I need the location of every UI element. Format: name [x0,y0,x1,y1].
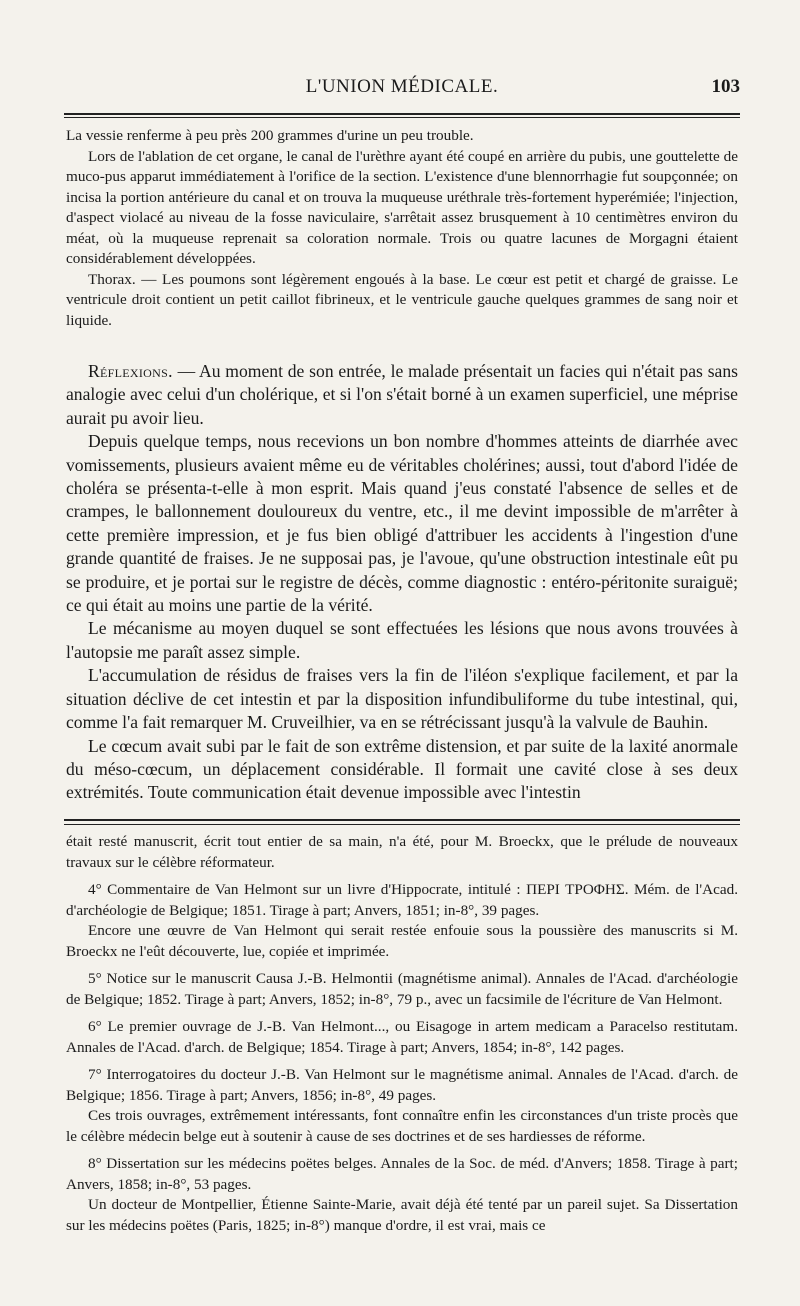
bib-continuation: était resté manuscrit, écrit tout entier de sa main, n'a été, pour M. Broeckx, que le prélude de nouveaux travaux sur le célèbre réformateur. [66,833,738,871]
bib-item-7: 7° Interrogatoires du docteur J.-B. Van Helmont sur le magnétisme animal. Annales de l'Acad. d'arch. de Belgique; 1856. Tirage à part; Anvers, 1856; in-8°, 49 pages. [66,1066,738,1104]
bibliography-section [66,832,738,1236]
paragraph-bladder: La vessie renferme à peu près 200 grammes d'urine un peu trouble. [66,127,474,144]
reflexions-heading: Réflexions. [88,361,173,381]
reflexions-section [66,360,738,805]
page-number: 103 [711,76,740,97]
bib-item-5: 5° Notice sur le manuscrit Causa J.-B. Helmontii (magnétisme animal). Annales de l'Acad. d'archéologie de Belgique; 1852. Tirage à part; Anvers, 1852; in-8°, 79 p., avec un facsimile de l'écriture de Van Helmont. [66,970,738,1008]
paragraph-ileon: L'accumulation de résidus de fraises vers la fin de l'iléon s'explique facilement, et par la situation déclive de cet intestin et par la disposition infundibuliforme du tube intestinal, qui, comme l'a fait remarquer M. Cruveilhier, va en se rétrécissant jusqu'à la valvule de Bauhin. [66,665,738,733]
autopsy-section [66,126,738,331]
bib-item-8: 8° Dissertation sur les médecins poëtes belges. Annales de la Soc. de méd. d'Anvers; 1858. Tirage à part; Anvers, 1858; in-8°, 53 pages. [66,1155,738,1193]
journal-title: L'UNION MÉDICALE. [305,76,499,97]
bib-comment-4: Encore une œuvre de Van Helmont qui serait restée enfouie sous la poussière des manuscrits si M. Broeckx ne l'eût découverte, lue, copiée et imprimée. [66,922,738,960]
bib-comment-8: Un docteur de Montpellier, Étienne Sainte-Marie, avait déjà été tenté par un pareil sujet. Sa Dissertation sur les médecins poëtes (Paris, 1825; in-8°) manque d'ordre, il est vrai, mais ce [66,1196,738,1234]
header-rule [64,113,740,118]
bib-item-4: 4° Commentaire de Van Helmont sur un livre d'Hippocrate, intitulé : ΠΕΡΙ ΤΡΟΦΗΣ. Mém. de l'Acad. d'archéologie de Belgique; 1851. Tirage à part; Anvers, 1851; in-8°, 39 pages. [66,881,738,919]
page-header [64,76,740,106]
feuilleton-rule [64,819,740,825]
paragraph-urethra: Lors de l'ablation de cet organe, le canal de l'urèthre ayant été coupé en arrière du pubis, une gouttelette de muco-pus apparut immédiatement à l'orifice de la section. L'existence d'une blennorrhagie fut soupçonnée; on incisa la portion antérieure du canal et on trouva la muqueuse uréthrale très-fortement hyperémiée; l'injection, d'aspect violacé au niveau de la fosse naviculaire, s'arrêtait assez brusquement à 10 centimètres environ du méat, où la muqueuse reprenait sa coloration normale. Trois ou quatre lacunes de Morgagni étaient considérablement développées. [66,147,738,267]
paragraph-mechanism: Le mécanisme au moyen duquel se sont effectuées les lésions que nous avons trouvées à l'autopsie me paraît assez simple. [66,618,738,662]
bib-item-6: 6° Le premier ouvrage de J.-B. Van Helmont..., ou Eisagoge in artem medicam a Paracelso restitutam. Annales de l'Acad. d'arch. de Belgique; 1854. Tirage à part; Anvers, 1854; in-8°, 142 pages. [66,1018,738,1056]
paragraph-thorax: Thorax. — Les poumons sont légèrement engoués à la base. Le cœur est petit et chargé de graisse. Le ventricule droit contient un petit caillot fibrineux, et le ventricule gauche quelques grammes de sang noir et liquide. [66,270,738,329]
bib-comment-7: Ces trois ouvrages, extrêmement intéressants, font connaître enfin les circonstances d'un triste procès que le célèbre médecin belge eut à soutenir à cause de ses doctrines et de ses hardiesses de réforme. [66,1107,738,1145]
paragraph-diagnosis: Depuis quelque temps, nous recevions un bon nombre d'hommes atteints de diarrhée avec vomissements, plusieurs avaient même eu de véritables cholérines; aussi, tout d'abord l'idée de choléra se présenta-t-elle à mon esprit. Mais quand j'eus constaté l'absence de selles et de crampes, le ballonnement douloureux du ventre, etc., il me devint impossible de m'arrêter à cette première impression, et je fus bien obligé d'attribuer les accidents à l'ingestion d'une grande quantité de fraises. Je ne supposai pas, je l'avoue, qu'une obstruction intestinale eût pu se produire, et je portai sur le registre de décès, comme diagnostic : entéro-péritonite suraiguë; ce qui était au moins une partie de la vérité. [66,431,738,616]
reflexions-intro-text: — Au moment de son entrée, le malade présentait un facies qui n'était pas sans analogie avec celui d'un cholérique, et si l'on s'était borné à un examen superficiel, une méprise aurait pu avoir lieu. [66,361,738,428]
paragraph-coecum: Le cœcum avait subi par le fait de son extrême distension, et par suite de la laxité anormale du méso-cœcum, un déplacement considérable. Il formait une cavité close à ses deux extrémités. Toute communication était devenue impossible avec l'intestin [66,735,738,803]
paragraph-reflexions-intro [66,360,738,430]
